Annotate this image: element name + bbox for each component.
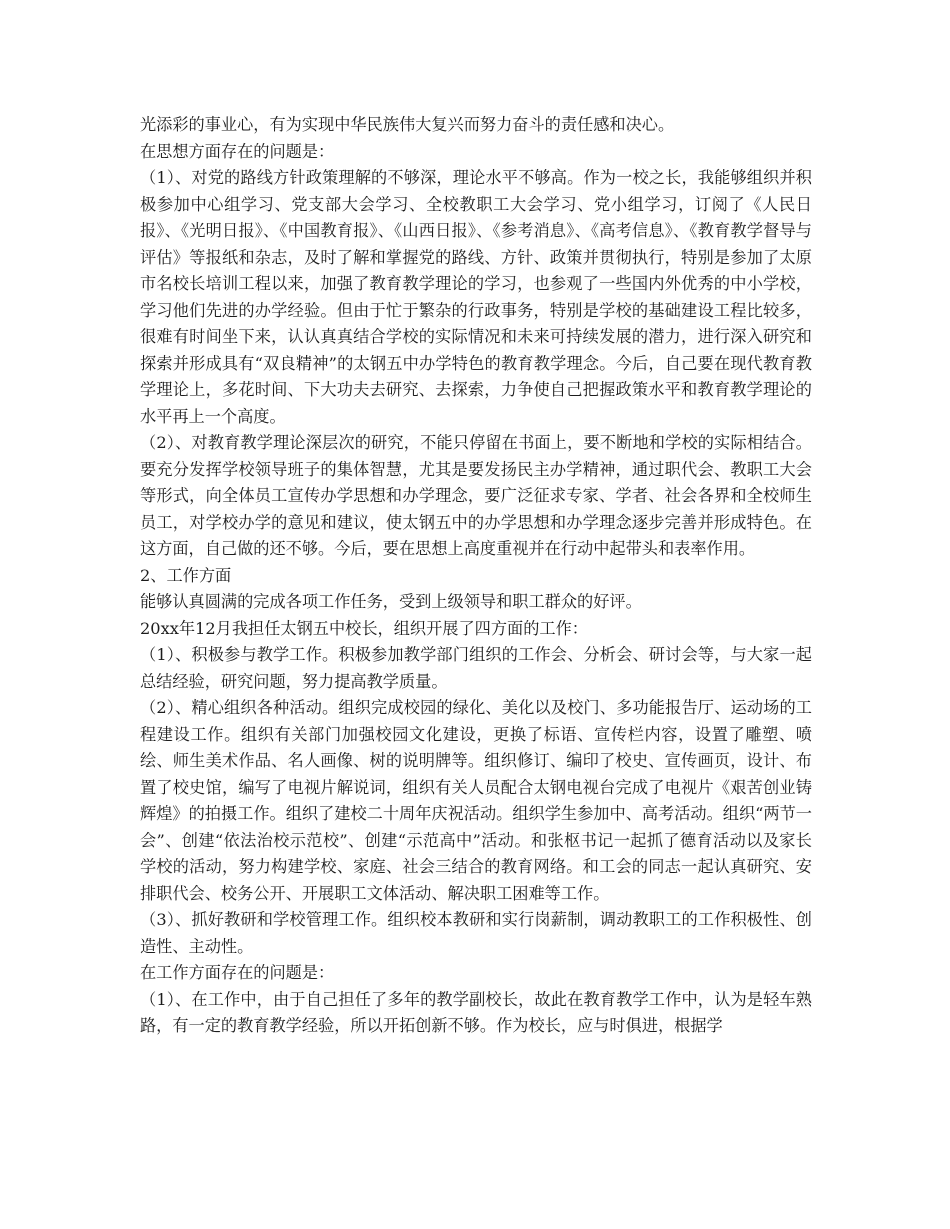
paragraph-work-item-1: （1）、积极参与教学工作。积极参加教学部门组织的工作会、分析会、研讨会等，与大家一起总结经验，研究问题，努力提高教学质量。 [140, 645, 812, 691]
paragraph-work-summary: 能够认真圆满的完成各项工作任务，受到上级领导和职工群众的好评。 [140, 592, 642, 611]
heading-thought-issues: 在思想方面存在的问题是： [140, 141, 335, 161]
paragraph-thought-issue-1: （1）、对党的路线方针政策理解的不够深，理论水平不够高。作为一校之长，我能够组织并积极参加中心组学习、党支部大会学习、全校教职工大会学习、党小组学习，订阅了《人民日报》、《光明日报》、《中国教育报》、《山西日报》、《参考消息》、《高考信息》、《教育教学督导与评估》等报纸和杂志，及时了解和掌握党的路线、方针、政策并贯彻执行，特别是参加了太原市名校长培训工程以来，加强了教育教学理论的学习，也参观了一些国内外优秀的中小学校，学习他们先进的办学经验。但由于忙于繁杂的行政事务，特别是学校的基础建设工程比较多，很难有时间坐下来，认认真真结合学校的实际情况和未来可持续发展的潜力，进行深入研究和探索并形成具有“双良精神”的太钢五中办学特色的教育教学理念。今后，自己要在现代教育教学理论上，多花时间、下大功夫去研究、去探索，力争使自己把握政策水平和教育教学理论的水平再上一个高度。 [140, 168, 812, 426]
paragraph-career-ambition: 光添彩的事业心，有为实现中华民族伟大复兴而努力奋斗的责任感和决心。 [140, 115, 675, 134]
paragraph-work-issue-1: （1）、在工作中，由于自己担任了多年的教学副校长，故此在教育教学工作中，认为是轻车熟路，有一定的教育教学经验，所以开拓创新不够。作为校长，应与时俱进，根据学 [140, 989, 812, 1035]
paragraph-work-intro: 20xx年12月我担任太钢五中校长，组织开展了四方面的工作： [140, 618, 588, 638]
paragraph-work-item-2: （2）、精心组织各种活动。组织完成校园的绿化、美化以及校门、多功能报告厅、运动场的工程建设工作。组织有关部门加强校园文化建设，更换了标语、宣传栏内容，设置了雕塑、喷绘、师生美术作品、名人画像、树的说明牌等。组织修订、编印了校史、宣传画页，设计、布置了校史馆，编写了电视片解说词，组织有关人员配合太钢电视台完成了电视片《艰苦创业铸辉煌》的拍摄工作。组织了建校二十周年庆祝活动。组织学生参加中、高考活动。组织“两节一会”、创建“依法治校示范校”、创建“示范高中”活动。和张枢书记一起抓了德育活动以及家长学校的活动，努力构建学校、家庭、社会三结合的教育网络。和工会的同志一起认真研究、安排职代会、校务公开、开展职工文体活动、解决职工困难等工作。 [140, 698, 812, 903]
paragraph-work-item-3: （3）、抓好教研和学校管理工作。组织校本教研和实行岗薪制，调动教职工的工作积极性、创造性、主动性。 [140, 910, 812, 956]
section-heading-work: 2、工作方面 [140, 565, 232, 585]
paragraph-thought-issue-2: （2）、对教育教学理论深层次的研究，不能只停留在书面上，要不断地和学校的实际相结合。要充分发挥学校领导班子的集体智慧，尤其是要发扬民主办学精神，通过职代会、教职工大会等形式，向全体员工宣传办学思想和办学理念，要广泛征求专家、学者、社会各界和全校师生员工，对学校办学的意见和建议，使太钢五中的办学思想和办学理念逐步完善并形成特色。在这方面，自己做的还不够。今后，要在思想上高度重视并在行动中起带头和表率作用。 [140, 433, 812, 558]
heading-work-issues: 在工作方面存在的问题是： [140, 963, 335, 982]
document-page [140, 112, 812, 1040]
